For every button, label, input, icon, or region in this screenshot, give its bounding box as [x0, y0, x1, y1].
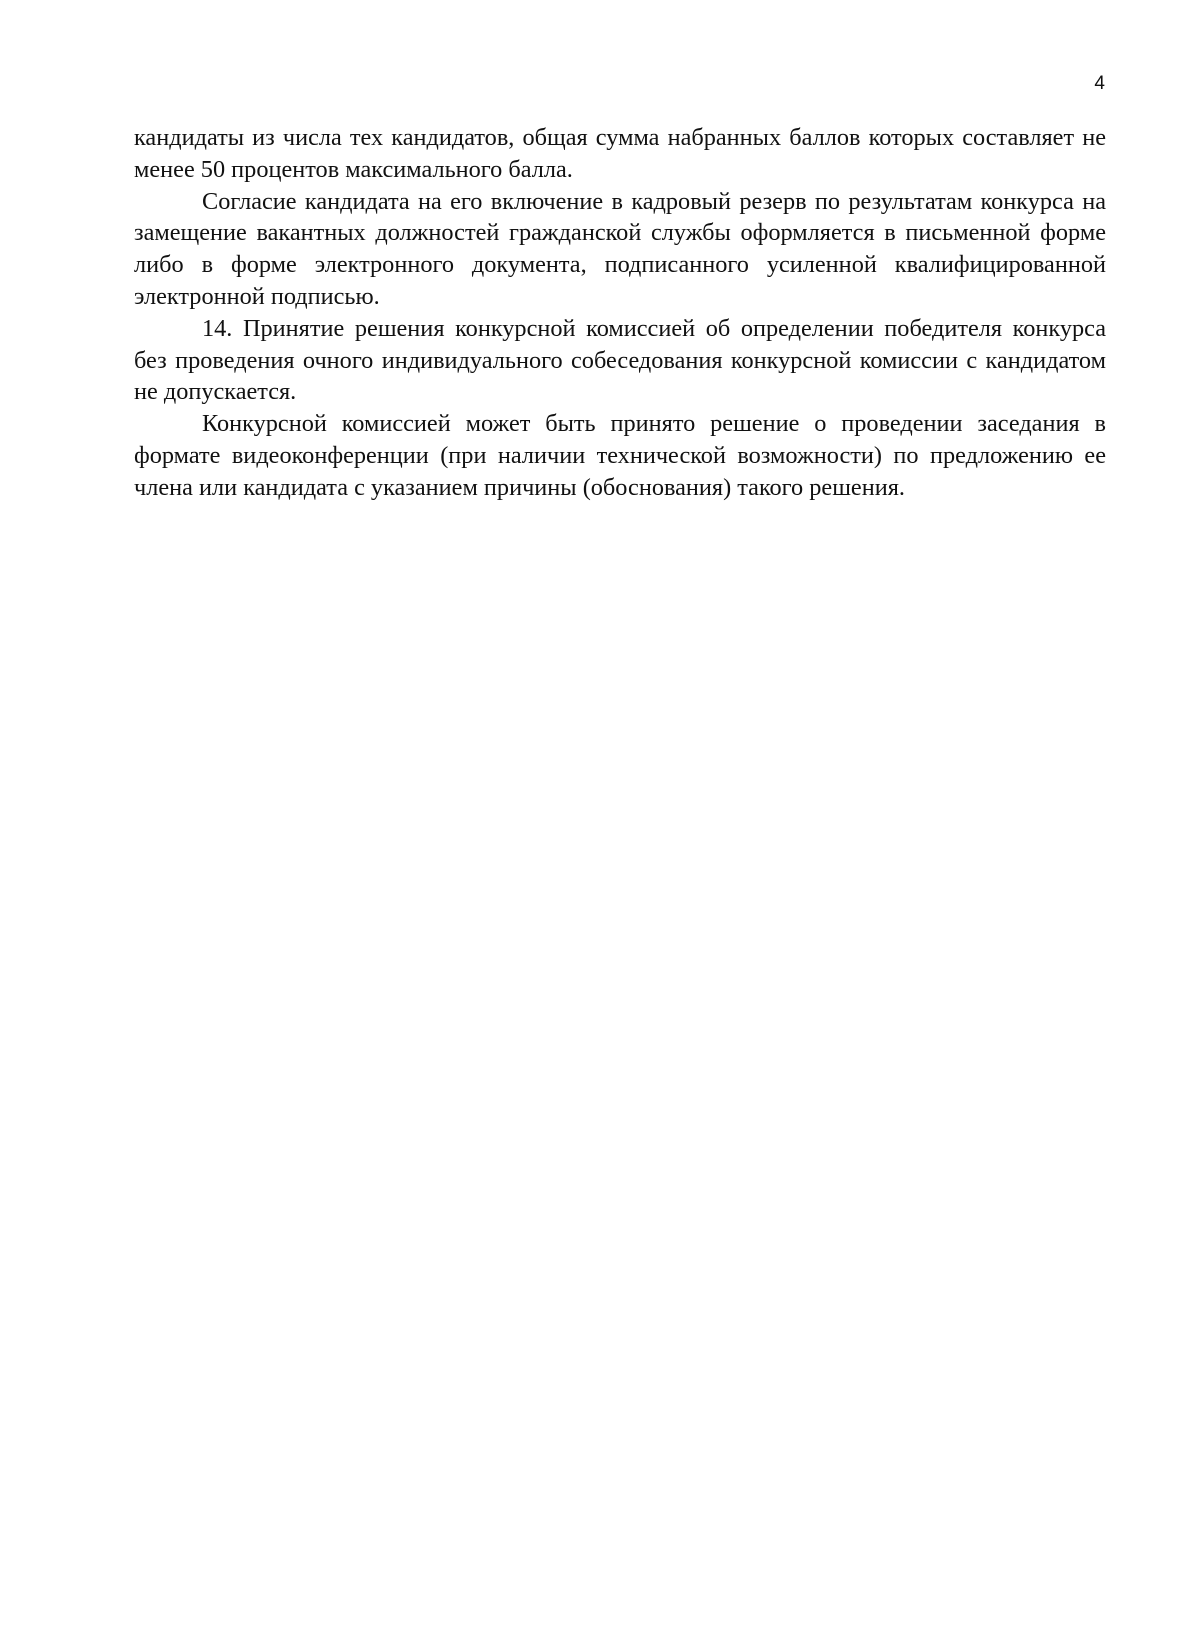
- paragraph-continuation: кандидаты из числа тех кандидатов, общая сумма набранных баллов которых составляет не менее 50 процентов максимального балла.: [134, 124, 1106, 183]
- paragraph-videoconference: Конкурсной комиссией может быть принято решение о проведении заседания в формате видеоконференции (при наличии технической возможности) по предложению ее члена или кандидата с указанием причины (обоснования) такого решения.: [134, 410, 1106, 501]
- page-number: 4: [1094, 73, 1105, 94]
- paragraph-consent: Согласие кандидата на его включение в кадровый резерв по результатам конкурса на замещение вакантных должностей гражданской службы оформляется в письменной форме либо в форме электронного документа, подписанного усиленной квалифицированной электронной подписью.: [134, 187, 1106, 310]
- document-body: [134, 122, 1106, 504]
- paragraph-item-14: 14. Принятие решения конкурсной комиссией об определении победителя конкурса без проведения очного индивидуального собеседования конкурсной комиссии с кандидатом не допускается.: [134, 314, 1106, 406]
